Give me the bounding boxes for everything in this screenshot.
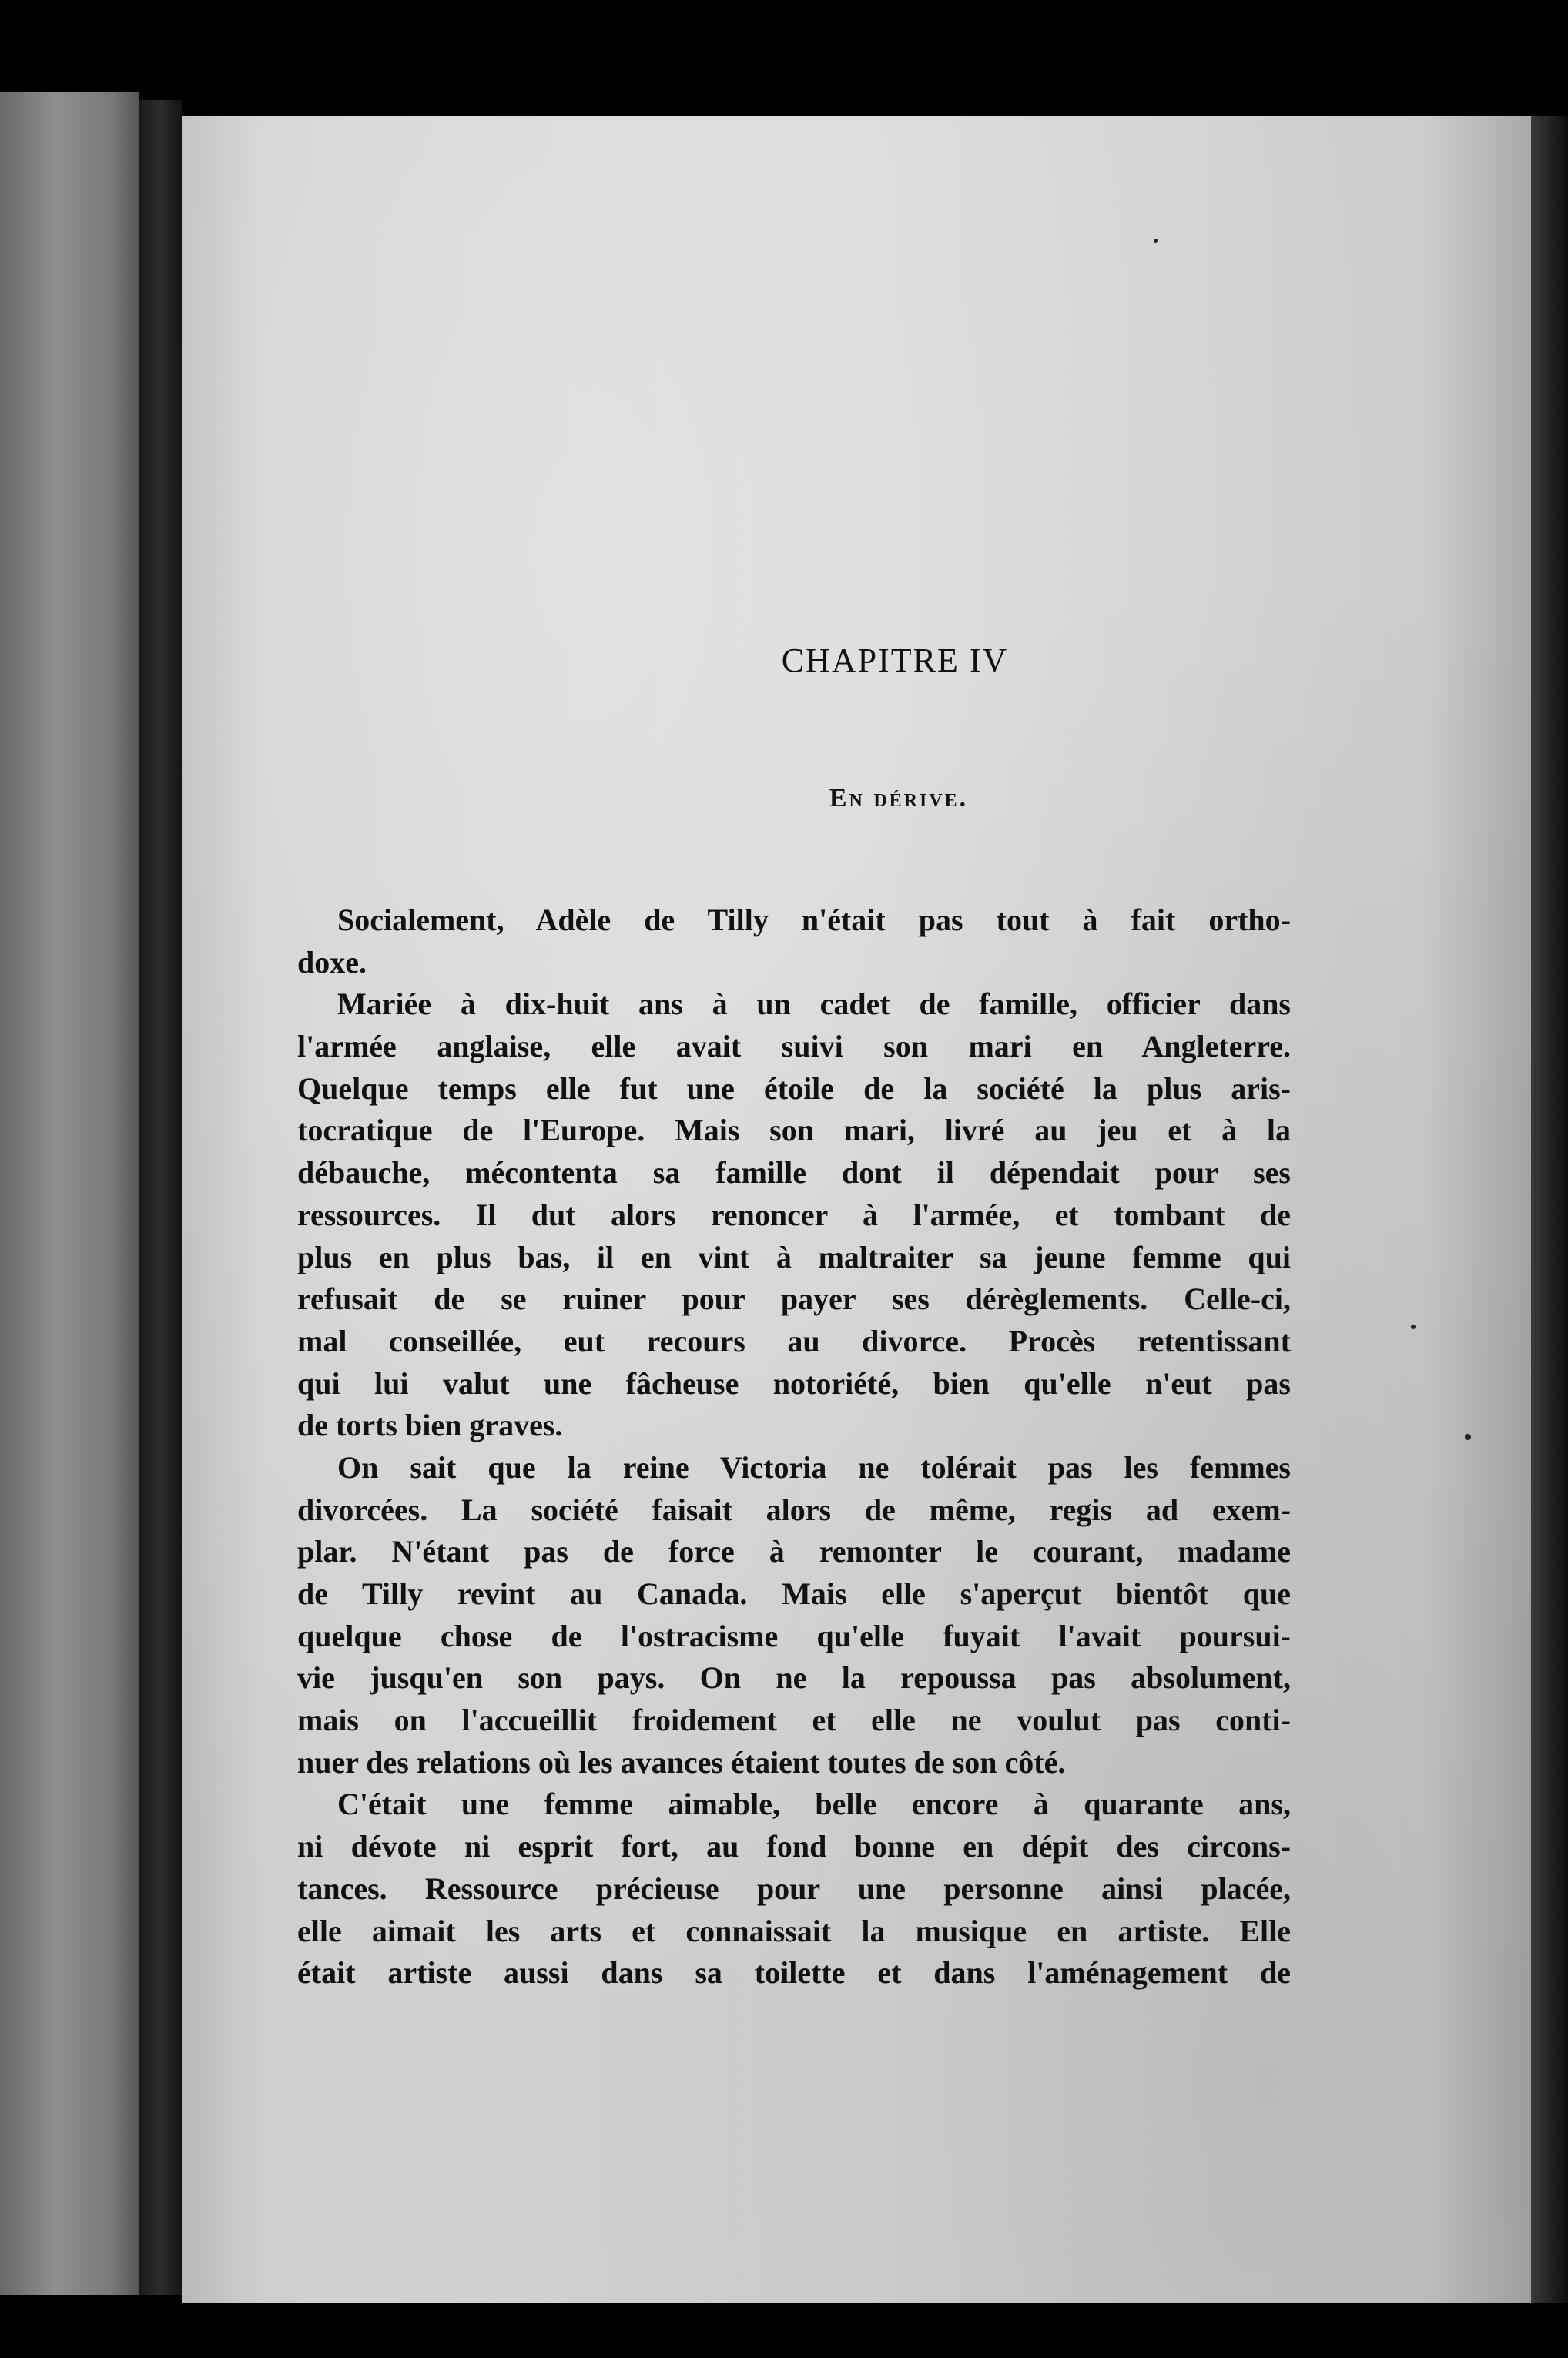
text-line (297, 983, 1291, 1026)
text-line (297, 1742, 1291, 1784)
text-line-content: C'était une femme aimable, belle encore à quarante ans, (337, 1787, 1291, 1822)
text-line (297, 1911, 1291, 1953)
text-line (297, 942, 1291, 984)
adjacent-page-edge (0, 92, 139, 2295)
text-line (297, 1657, 1291, 1700)
scan-speck (1154, 239, 1158, 243)
section-title: En dérive. (829, 784, 969, 812)
text-line-content: plar. N'étant pas de force à remonter le courant, madame (297, 1534, 1291, 1569)
text-line-content: Quelque temps elle fut une étoile de la société la plus aris- (297, 1070, 1291, 1106)
text-line (297, 1489, 1291, 1532)
text-line-content: ni dévote ni esprit fort, au fond bonne en dépit des circons- (297, 1829, 1291, 1864)
text-line-content: elle aimait les arts et connaissait la musique en artiste. Elle (297, 1913, 1291, 1948)
text-line-content: tances. Ressource précieuse pour une personne ainsi placée, (297, 1871, 1291, 1906)
text-line (297, 1278, 1291, 1321)
book-gutter (139, 100, 182, 2295)
text-line-content: de Tilly revint au Canada. Mais elle s'aperçut bientôt que (297, 1576, 1291, 1611)
text-line-content: mais on l'accueillit froidement et elle ne voulut pas conti- (297, 1703, 1291, 1738)
text-line (297, 1026, 1291, 1068)
text-line (297, 1531, 1291, 1573)
text-line (297, 1700, 1291, 1742)
text-line (297, 1784, 1291, 1826)
text-line (297, 1194, 1291, 1237)
page-sheet (182, 116, 1531, 2303)
text-line-content: l'armée anglaise, elle avait suivi son mari en Angleterre. (297, 1029, 1291, 1064)
scan-speck (1465, 1434, 1471, 1440)
text-line-content: qui lui valut une fâcheuse notoriété, bien qu'elle n'eut pas (297, 1365, 1291, 1401)
text-line-content: On sait que la reine Victoria ne tolérait pas les femmes (337, 1449, 1291, 1485)
text-line (297, 1573, 1291, 1616)
text-line-content: de torts bien graves. (297, 1408, 563, 1443)
text-line (297, 1110, 1291, 1152)
text-line-content: Socialement, Adèle de Tilly n'était pas tout à fait ortho- (337, 903, 1291, 937)
scan-speck (1411, 1325, 1416, 1329)
text-line (297, 1321, 1291, 1363)
text-line (297, 899, 1291, 942)
text-line-content: tocratique de l'Europe. Mais son mari, livré au jeu et à la (297, 1113, 1291, 1148)
text-line-content: doxe. (297, 944, 367, 980)
text-line (297, 1405, 1291, 1447)
text-line (297, 1152, 1291, 1194)
text-line-content: ressources. Il dut alors renoncer à l'armée, et tombant de (297, 1197, 1291, 1232)
text-line-content: plus en plus bas, il en vint à maltraiter sa jeune femme qui (297, 1239, 1291, 1274)
chapter-title: CHAPITRE IV (781, 641, 1009, 679)
text-line (297, 1616, 1291, 1658)
text-line-content: nuer des relations où les avances étaient toutes de son côté. (297, 1744, 1066, 1780)
text-line-content: débauche, mécontenta sa famille dont il dépendait pour ses (297, 1155, 1291, 1191)
text-line (297, 1826, 1291, 1868)
text-line-content: vie jusqu'en son pays. On ne la repoussa pas absolument, (297, 1660, 1291, 1696)
text-line (297, 1068, 1291, 1110)
text-line-content: divorcées. La société faisait alors de même, regis ad exem- (297, 1492, 1291, 1527)
text-line (297, 1868, 1291, 1911)
text-line-content: quelque chose de l'ostracisme qu'elle fuyait l'avait poursui- (297, 1618, 1291, 1653)
text-line-content: Mariée à dix-huit ans à un cadet de famille, officier dans (337, 986, 1291, 1022)
text-line (297, 1237, 1291, 1279)
text-line-content: était artiste aussi dans sa toilette et dans l'aménagement de (297, 1955, 1291, 1991)
text-line (297, 1952, 1291, 1995)
right-page-edge (1531, 116, 1568, 2303)
body-text (297, 899, 1291, 1995)
text-line (297, 1363, 1291, 1405)
text-line-content: mal conseillée, eut recours au divorce. Procès retentissant (297, 1323, 1291, 1358)
text-line (297, 1447, 1291, 1489)
text-line-content: refusait de se ruiner pour payer ses dérèglements. Celle-ci, (297, 1281, 1291, 1317)
